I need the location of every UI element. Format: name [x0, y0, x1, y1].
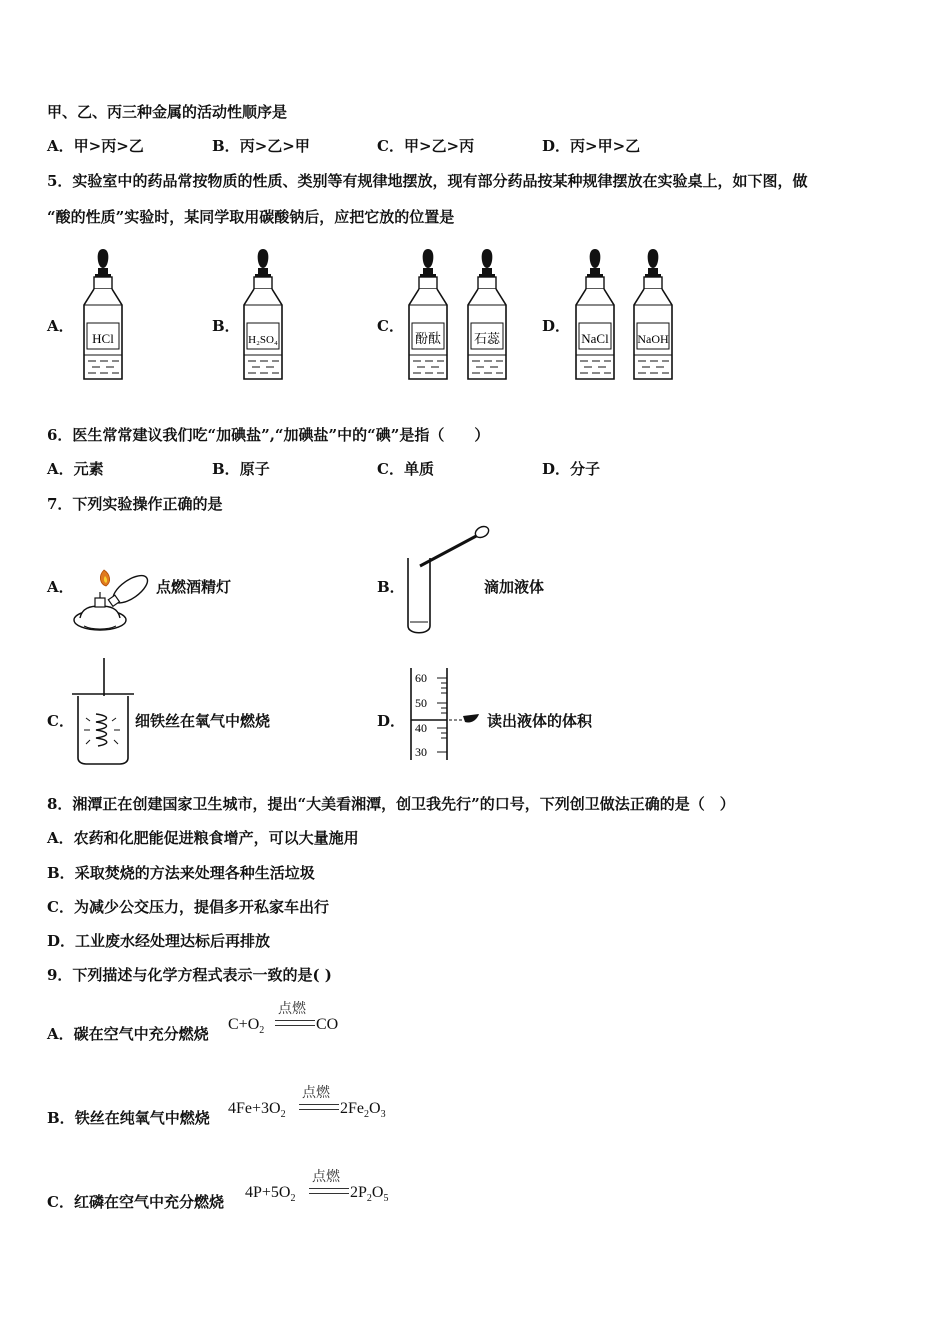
q7-option-b-label[interactable]: B． — [377, 578, 405, 596]
q6-option-a[interactable] — [47, 459, 104, 479]
equation-b-lhs: $4Fe+3O_2$ — [228, 1100, 286, 1121]
option-text: 铁丝在纯氧气中燃烧 — [74, 1109, 210, 1127]
option-label: C． — [47, 1193, 74, 1211]
q7-option-c-label[interactable]: C． — [47, 712, 74, 730]
option-text: 单质 — [403, 460, 434, 478]
option-label: A． — [47, 829, 74, 847]
q5-stem-line1: 5．实验室中的药品常按物质的性质、类别等有规律地摆放，现有部分药品按某种规律摆放在实验桌上，如下图，做 — [47, 172, 808, 190]
q8-option-b[interactable] — [47, 863, 315, 883]
alcohol-lamp-lighting-icon — [70, 562, 158, 636]
option-text: 工业废水经处理达标后再排放 — [75, 932, 271, 950]
option-label: C． — [47, 898, 74, 916]
q4-stem-tail: 甲、乙、丙三种金属的活动性顺序是 — [47, 103, 288, 121]
q8-option-a[interactable] — [47, 828, 359, 848]
option-text: 甲>乙>丙 — [403, 137, 475, 155]
option-text: 分子 — [570, 460, 601, 478]
option-text: 碳在空气中充分燃烧 — [73, 1025, 209, 1043]
equation-c-equals — [309, 1188, 349, 1194]
option-label: B． — [47, 1109, 75, 1127]
q4-option-d[interactable] — [542, 136, 640, 156]
equation-b-rhs: $2Fe_2O_3$ — [340, 1100, 386, 1121]
option-label: B． — [212, 460, 240, 478]
option-label: C． — [377, 460, 404, 478]
q8-option-c[interactable] — [47, 897, 329, 917]
equation-a-lhs: $C+O_2$ — [228, 1016, 265, 1037]
equation-a-rhs: CO — [316, 1016, 339, 1033]
bottle-h2so4[interactable] — [240, 245, 292, 385]
cylinder-tick-label: 50 — [415, 696, 427, 710]
bottle-label: 酚酞 — [414, 331, 442, 346]
bottle-label: H₂SO₄ — [248, 334, 278, 346]
cylinder-tick-label: 60 — [415, 671, 427, 685]
bottle-hcl[interactable] — [80, 245, 132, 385]
option-label: D． — [542, 460, 571, 478]
cylinder-tick-label: 30 — [415, 745, 427, 759]
q8-option-d[interactable] — [47, 931, 270, 951]
option-label: C． — [377, 137, 404, 155]
q5-option-b-label[interactable]: B． — [212, 317, 240, 335]
q7-option-c-text: 细铁丝在氧气中燃烧 — [135, 712, 271, 730]
option-label: D． — [47, 932, 76, 950]
equation-b-condition: 点燃 — [302, 1085, 330, 1101]
equation-c-rhs: $2P_2O_5$ — [350, 1184, 389, 1205]
dropper-test-tube-icon — [400, 522, 492, 640]
q9-stem: 9．下列描述与化学方程式表示一致的是( ) — [47, 966, 332, 984]
q5-option-a-label[interactable]: A． — [47, 317, 74, 335]
q4-option-b[interactable] — [212, 136, 310, 156]
q7-option-b-text: 滴加液体 — [484, 578, 545, 596]
bottle-label: NaCl — [581, 331, 609, 346]
option-label: B． — [212, 137, 240, 155]
q5-stem-line2: “酸的性质”实验时，某同学取用碳酸钠后，应把它放的位置是 — [47, 208, 455, 226]
option-label: D． — [542, 137, 571, 155]
q7-stem: 7．下列实验操作正确的是 — [47, 495, 223, 513]
option-label: B． — [47, 864, 75, 882]
equation-b-equals — [299, 1104, 339, 1110]
option-label: A． — [47, 460, 74, 478]
q9-option-a[interactable] — [47, 1024, 209, 1044]
option-text: 农药和化肥能促进粮食增产，可以大量施用 — [73, 829, 359, 847]
graduated-cylinder-icon — [405, 664, 485, 762]
equation-c-lhs: $4P+5O_2$ — [245, 1184, 296, 1205]
q6-option-b[interactable] — [212, 459, 270, 479]
bottle-naoh[interactable] — [630, 245, 682, 385]
q7-option-a-label[interactable]: A． — [47, 578, 74, 596]
option-label: A． — [47, 137, 74, 155]
bottle-label: HCl — [92, 331, 114, 346]
q9-option-b[interactable] — [47, 1108, 210, 1128]
q4-option-a[interactable] — [47, 136, 144, 156]
bottle-nacl[interactable] — [572, 245, 624, 385]
q8-stem: 8．湘潭正在创建国家卫生城市，提出“大美看湘潭，创卫我先行”的口号，下列创卫做法正确的是（ ） — [47, 795, 735, 813]
option-text: 红磷在空气中充分燃烧 — [73, 1193, 224, 1211]
q6-option-c[interactable] — [377, 459, 434, 479]
option-text: 丙>甲>乙 — [570, 137, 641, 155]
option-text: 采取焚烧的方法来处理各种生活垃圾 — [74, 864, 315, 882]
option-label: A． — [47, 1025, 74, 1043]
q7-option-d-text: 读出液体的体积 — [487, 712, 593, 730]
q5-option-d-label[interactable]: D． — [542, 317, 571, 335]
q7-option-a-text: 点燃酒精灯 — [156, 578, 232, 596]
q6-option-d[interactable] — [542, 459, 600, 479]
q5-option-c-label[interactable]: C． — [377, 317, 404, 335]
q6-stem: 6．医生常常建议我们吃“加碘盐”,“加碘盐”中的“碘”是指（ ） — [47, 426, 490, 444]
option-text: 为减少公交压力，提倡多开私家车出行 — [73, 898, 329, 916]
bottle-label: NaOH — [637, 332, 669, 346]
q9-option-c[interactable] — [47, 1192, 224, 1212]
cylinder-tick-label: 40 — [415, 721, 427, 735]
option-text: 原子 — [239, 460, 270, 478]
q7-option-d-label[interactable]: D． — [377, 712, 406, 730]
q4-option-c[interactable] — [377, 136, 474, 156]
bottle-label: 石蕊 — [473, 331, 501, 346]
equation-a-condition: 点燃 — [278, 1001, 306, 1017]
bottle-litmus[interactable] — [464, 245, 516, 385]
option-text: 丙>乙>甲 — [239, 137, 310, 155]
option-text: 甲>丙>乙 — [73, 137, 144, 155]
equation-a-equals — [275, 1020, 315, 1026]
iron-wire-oxygen-bottle-icon — [70, 658, 136, 766]
option-text: 元素 — [73, 460, 104, 478]
bottle-phenolphthalein[interactable] — [405, 245, 457, 385]
equation-c-condition: 点燃 — [312, 1169, 340, 1185]
